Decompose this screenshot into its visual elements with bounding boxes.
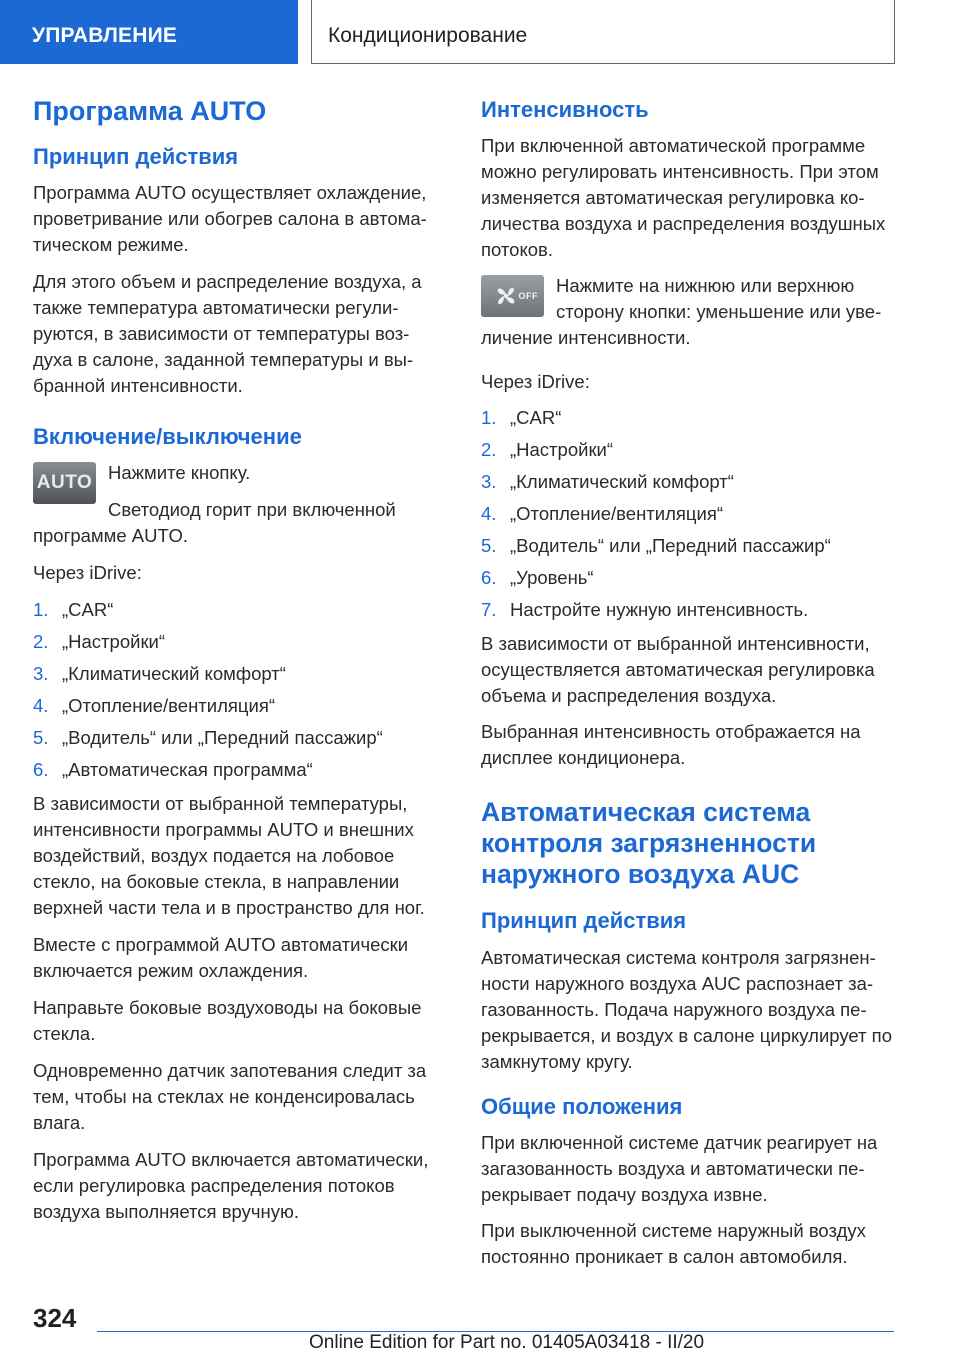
press-fan-text: Нажмите на нижнюю или верхнюю сторону кнопки: уменьшение или уве‐личение интенсивности.: [481, 275, 882, 349]
step-number: 6.: [33, 759, 49, 781]
step-text: „Уровень“: [510, 567, 594, 589]
right-steps-list: [481, 405, 893, 623]
list-item: [33, 629, 445, 655]
intensity-paragraph: При включенной автоматической программе можно регулировать интенсивность. При этом изменяется автоматическая регулировка ко‐личества воздуха и распределения воздушных потоков.: [481, 135, 886, 261]
general-paragraph-2: При выключенной системе наружный воздух постоянно проникает в салон автомобиля.: [481, 1219, 866, 1267]
step-number: 4.: [33, 695, 49, 717]
list-item: [481, 565, 893, 591]
list-item: [481, 437, 893, 463]
step-number: 2.: [481, 439, 497, 461]
left-steps-list: [33, 597, 445, 783]
step-text: „Климатический комфорт“: [510, 471, 734, 493]
principle-paragraph-2: Для этого объем и распределение воздуха, а также температура автоматически регули‐руются, в зависимости от температуры воз‐духа в салоне, заданной температуры и вы‐бранной интенсивности.: [33, 271, 422, 397]
intensity-heading: Интенсивность: [481, 97, 649, 122]
right-column: [481, 98, 893, 1280]
list-item: [33, 725, 445, 751]
list-item: [481, 501, 893, 527]
list-item: [481, 405, 893, 431]
list-item: [481, 597, 893, 623]
step-number: 3.: [33, 663, 49, 685]
fan-icon: [491, 283, 521, 309]
step-text: „Отопление/вентиляция“: [62, 695, 276, 717]
idrive-label: Через iDrive:: [33, 562, 142, 584]
left-column: [33, 98, 445, 1236]
chapter-tab: Кондиционирование: [311, 0, 895, 64]
step-text: „CAR“: [510, 407, 562, 429]
step-number: 4.: [481, 503, 497, 525]
list-item: [481, 533, 893, 559]
intensity-display-paragraph: Выбранная интенсивность отображается на дисплее кондиционера.: [481, 721, 861, 769]
list-item: [481, 469, 893, 495]
step-number: 3.: [481, 471, 497, 493]
press-button-text: Нажмите кнопку.: [108, 462, 251, 484]
onoff-heading: Включение/выключение: [33, 424, 302, 450]
list-item: [33, 693, 445, 719]
general-paragraph-1: При включенной системе датчик реагирует на загазованность воздуха и автоматически пе‐рекрывает подачу воздуха извне.: [481, 1131, 878, 1205]
step-number: 2.: [33, 631, 49, 653]
fog-sensor-paragraph: Одновременно датчик запотевания следит за тем, чтобы на стеклах не конденсировалась влага.: [33, 1060, 427, 1134]
list-item: [33, 597, 445, 623]
principle-heading: Принцип действия: [33, 144, 239, 169]
page-number: 324: [33, 1303, 77, 1333]
footer-edition: Online Edition for Part no. 01405A03418 - II/20: [309, 1332, 705, 1353]
step-number: 1.: [481, 407, 497, 429]
step-text: „Автоматическая программа“: [62, 759, 313, 781]
step-number: 6.: [481, 567, 497, 589]
step-number: 5.: [481, 535, 497, 557]
step-text: „Водитель“ или „Передний пассажир“: [62, 727, 383, 749]
auto-reactivate-paragraph: Программа AUTO включается автоматически, если регулировка распределения потоков воздуха выполняется вручную.: [33, 1149, 429, 1223]
step-text: „CAR“: [62, 599, 114, 621]
vents-paragraph: Направьте боковые воздуховоды на боковые стекла.: [33, 997, 422, 1045]
step-text: Настройте нужную интенсивность.: [510, 599, 809, 621]
auc-principle-paragraph: Автоматическая система контроля загрязнен‐ности наружного воздуха AUC распознает за‐газованность. Подача наружного воздуха пе‐рекрывается, и воздух в салоне циркулирует по замкнутому кругу.: [481, 946, 892, 1072]
step-text: „Водитель“ или „Передний пассажир“: [510, 535, 831, 557]
auto-button-icon: AUTO: [33, 462, 96, 504]
auc-principle-heading: Принцип действия: [481, 908, 687, 934]
step-number: 5.: [33, 727, 49, 749]
led-text: Светодиод горит при включенной программе AUTO.: [33, 499, 396, 547]
step-text: „Настройки“: [510, 439, 614, 461]
step-text: „Климатический комфорт“: [62, 663, 286, 685]
section-tab: УПРАВЛЕНИЕ: [0, 0, 298, 64]
airflow-paragraph: В зависимости от выбранной температуры, интенсивности программы AUTO и внешних воздействий, воздух подается на лобовое стекло, на боковые стекла, в направлении верхней части тела и в пространство для ног.: [33, 793, 425, 919]
step-number: 7.: [481, 599, 497, 621]
list-item: [33, 757, 445, 783]
step-text: „Настройки“: [62, 631, 166, 653]
intensity-regulation-paragraph: В зависимости от выбранной интенсивности, осуществляется автоматическая регулировка объема и распределения воздуха.: [481, 633, 875, 707]
auto-program-title: Программа AUTO: [33, 96, 267, 126]
principle-paragraph-1: Программа AUTO осуществляет охлаждение, проветривание или обогрев салона в автома‐тическом режиме.: [33, 182, 427, 256]
step-number: 1.: [33, 599, 49, 621]
auc-title: Автоматическая система контроля загрязненности наружного воздуха AUC: [481, 797, 817, 889]
idrive-label: Через iDrive:: [481, 371, 590, 393]
cooling-paragraph: Вместе с программой AUTO автоматически включается режим охлаждения.: [33, 934, 409, 982]
list-item: [33, 661, 445, 687]
fan-button-icon: [481, 275, 544, 317]
fan-off-label: OFF: [518, 291, 538, 302]
general-heading: Общие положения: [481, 1093, 683, 1119]
step-text: „Отопление/вентиляция“: [510, 503, 724, 525]
